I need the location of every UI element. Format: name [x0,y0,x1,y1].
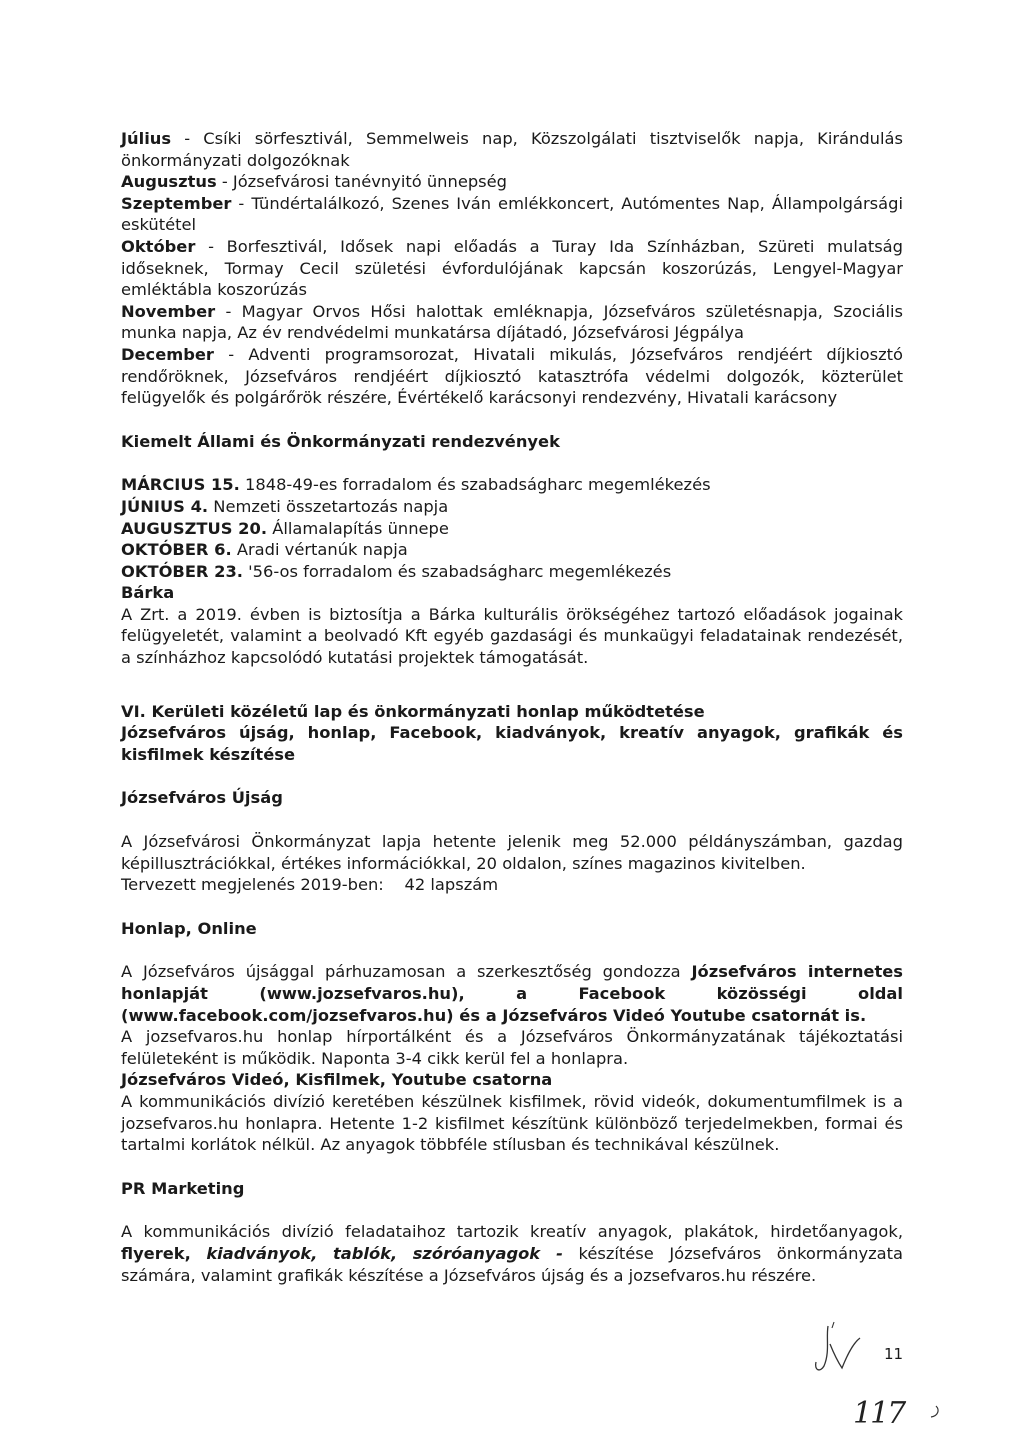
list-item: MÁRCIUS 15. 1848-49-es forradalom és szabadságharc megemlékezés [121,475,711,495]
barka-heading: Bárka [121,583,175,603]
section-vi-subtitle: Józsefváros újság, honlap, Facebook, kiadványok, kreatív anyagok, grafikák és kisfilmek készítése [121,723,903,764]
list-item: AUGUSZTUS 20. Államalapítás ünnepe [121,518,449,538]
month-november: November - Magyar Orvos Hősi halottak emléknapja, Józsefváros születésnapja, Szociális munka napja, Az év rendvédelmi munkatársa díjátadó, Józsefvárosi Jégpálya [121,301,903,343]
signature-icon [808,1318,868,1378]
pr-paragraph: A kommunikációs divízió feladataihoz tartozik kreatív anyagok, plakátok, hirdetőanyagok, flyerek, kiadványok, tablók, szóróanyagok - készítése Józsefváros önkormányzata számára, valamint grafikák készítése a Józsefváros újság és a jozsefvaros.hu részére. [121,1222,903,1285]
handwritten-page-number: 117 [853,1396,905,1431]
pr-heading: PR Marketing [121,1178,245,1198]
page-number: 11 [884,1345,904,1363]
honlap-paragraph-2: A jozsefvaros.hu honlap hírportálként és a Józsefváros Önkormányzatának tájékoztatási felületeként is működik. Naponta 3-4 cikk kerül fel a honlapra. [121,1027,903,1068]
ujsag-plan: Tervezett megjelenés 2019-ben: 42 lapszám [121,875,499,895]
section-vi-title: VI. Kerületi közéletű lap és önkormányzati honlap működtetése [121,701,705,721]
month-augusztus: Augusztus - Józsefvárosi tanévnyitó ünnepség [121,172,508,192]
month-oktober: Október - Borfesztivál, Idősek napi előadás a Turay Ida Színházban, Szüreti mulatság időseknek, Tormay Cecil születési évfordulójának kapcsán koszorúzás, Lengyel-Magyar emléktábla koszorúzás [121,236,903,300]
list-item: JÚNIUS 4. Nemzeti összetartozás napja [121,496,449,516]
honlap-heading: Honlap, Online [121,918,257,938]
list-item: OKTÓBER 6. Aradi vértanúk napja [121,540,408,560]
month-szeptember: Szeptember - Tündértalálkozó, Szenes Iván emlékkoncert, Autómentes Nap, Állampolgársági eskütétel [121,193,903,235]
list-item: OKTÓBER 23. '56-os forradalom és szabadságharc megemlékezés [121,561,672,581]
video-heading: Józsefváros Videó, Kisfilmek, Youtube csatorna [121,1070,553,1090]
month-julius: Július - Csíki sörfesztivál, Semmelweis nap, Közszolgálati tisztviselők napja, Kirándulás önkormányzati dolgozóknak [121,129,903,170]
kiemelt-heading: Kiemelt Állami és Önkormányzati rendezvények [121,431,560,451]
video-paragraph: A kommunikációs divízió keretében készülnek kisfilmek, rövid videók, dokumentumfilmek is a jozsefvaros.hu honlapra. Hetente 1-2 kisfilmet készítünk különböző terjedelmekben, formai és tartalmi korlátok nélkül. Az anyagok többféle stílusban és technikával készülnek. [121,1091,903,1155]
month-december: December - Adventi programsorozat, Hivatali mikulás, Józsefváros rendjéért díjkiosztó rendőröknek, Józsefváros rendjéért díjkiosztó katasztrófa védelmi dolgozók, közterület felügyelők és polgárőrök részére, Évértékelő karácsonyi rendezvény, Hivatali karácsony [121,344,903,408]
kiemelt-list [121,474,903,582]
ujsag-paragraph: A Józsefvárosi Önkormányzat lapja hetente jelenik meg 52.000 példányszámban, gazdag képillusztrációkkal, értékes információkkal, 20 oldalon, színes magazinos kivitelben. [121,832,903,873]
honlap-paragraph-1: A Józsefváros újsággal párhuzamosan a szerkesztőség gondozza Józsefváros internetes honlapját (www.jozsefvaros.hu), a Facebook közösségi oldal (www.facebook.com/jozsefvaros.hu) és a Józsefváros Videó Youtube csatornát is. [121,962,903,1025]
document-page [121,128,903,1286]
mark-icon [928,1404,942,1420]
ujsag-heading: Józsefváros Újság [121,788,283,808]
barka-paragraph: A Zrt. a 2019. évben is biztosítja a Bárka kulturális örökségéhez tartozó előadások jogainak felügyeletét, valamint a beolvadó Kft egyéb gazdasági és munkaügyi feladatainak rendezését, a színházhoz kapcsolódó kutatási projektek támogatását. [121,604,903,668]
